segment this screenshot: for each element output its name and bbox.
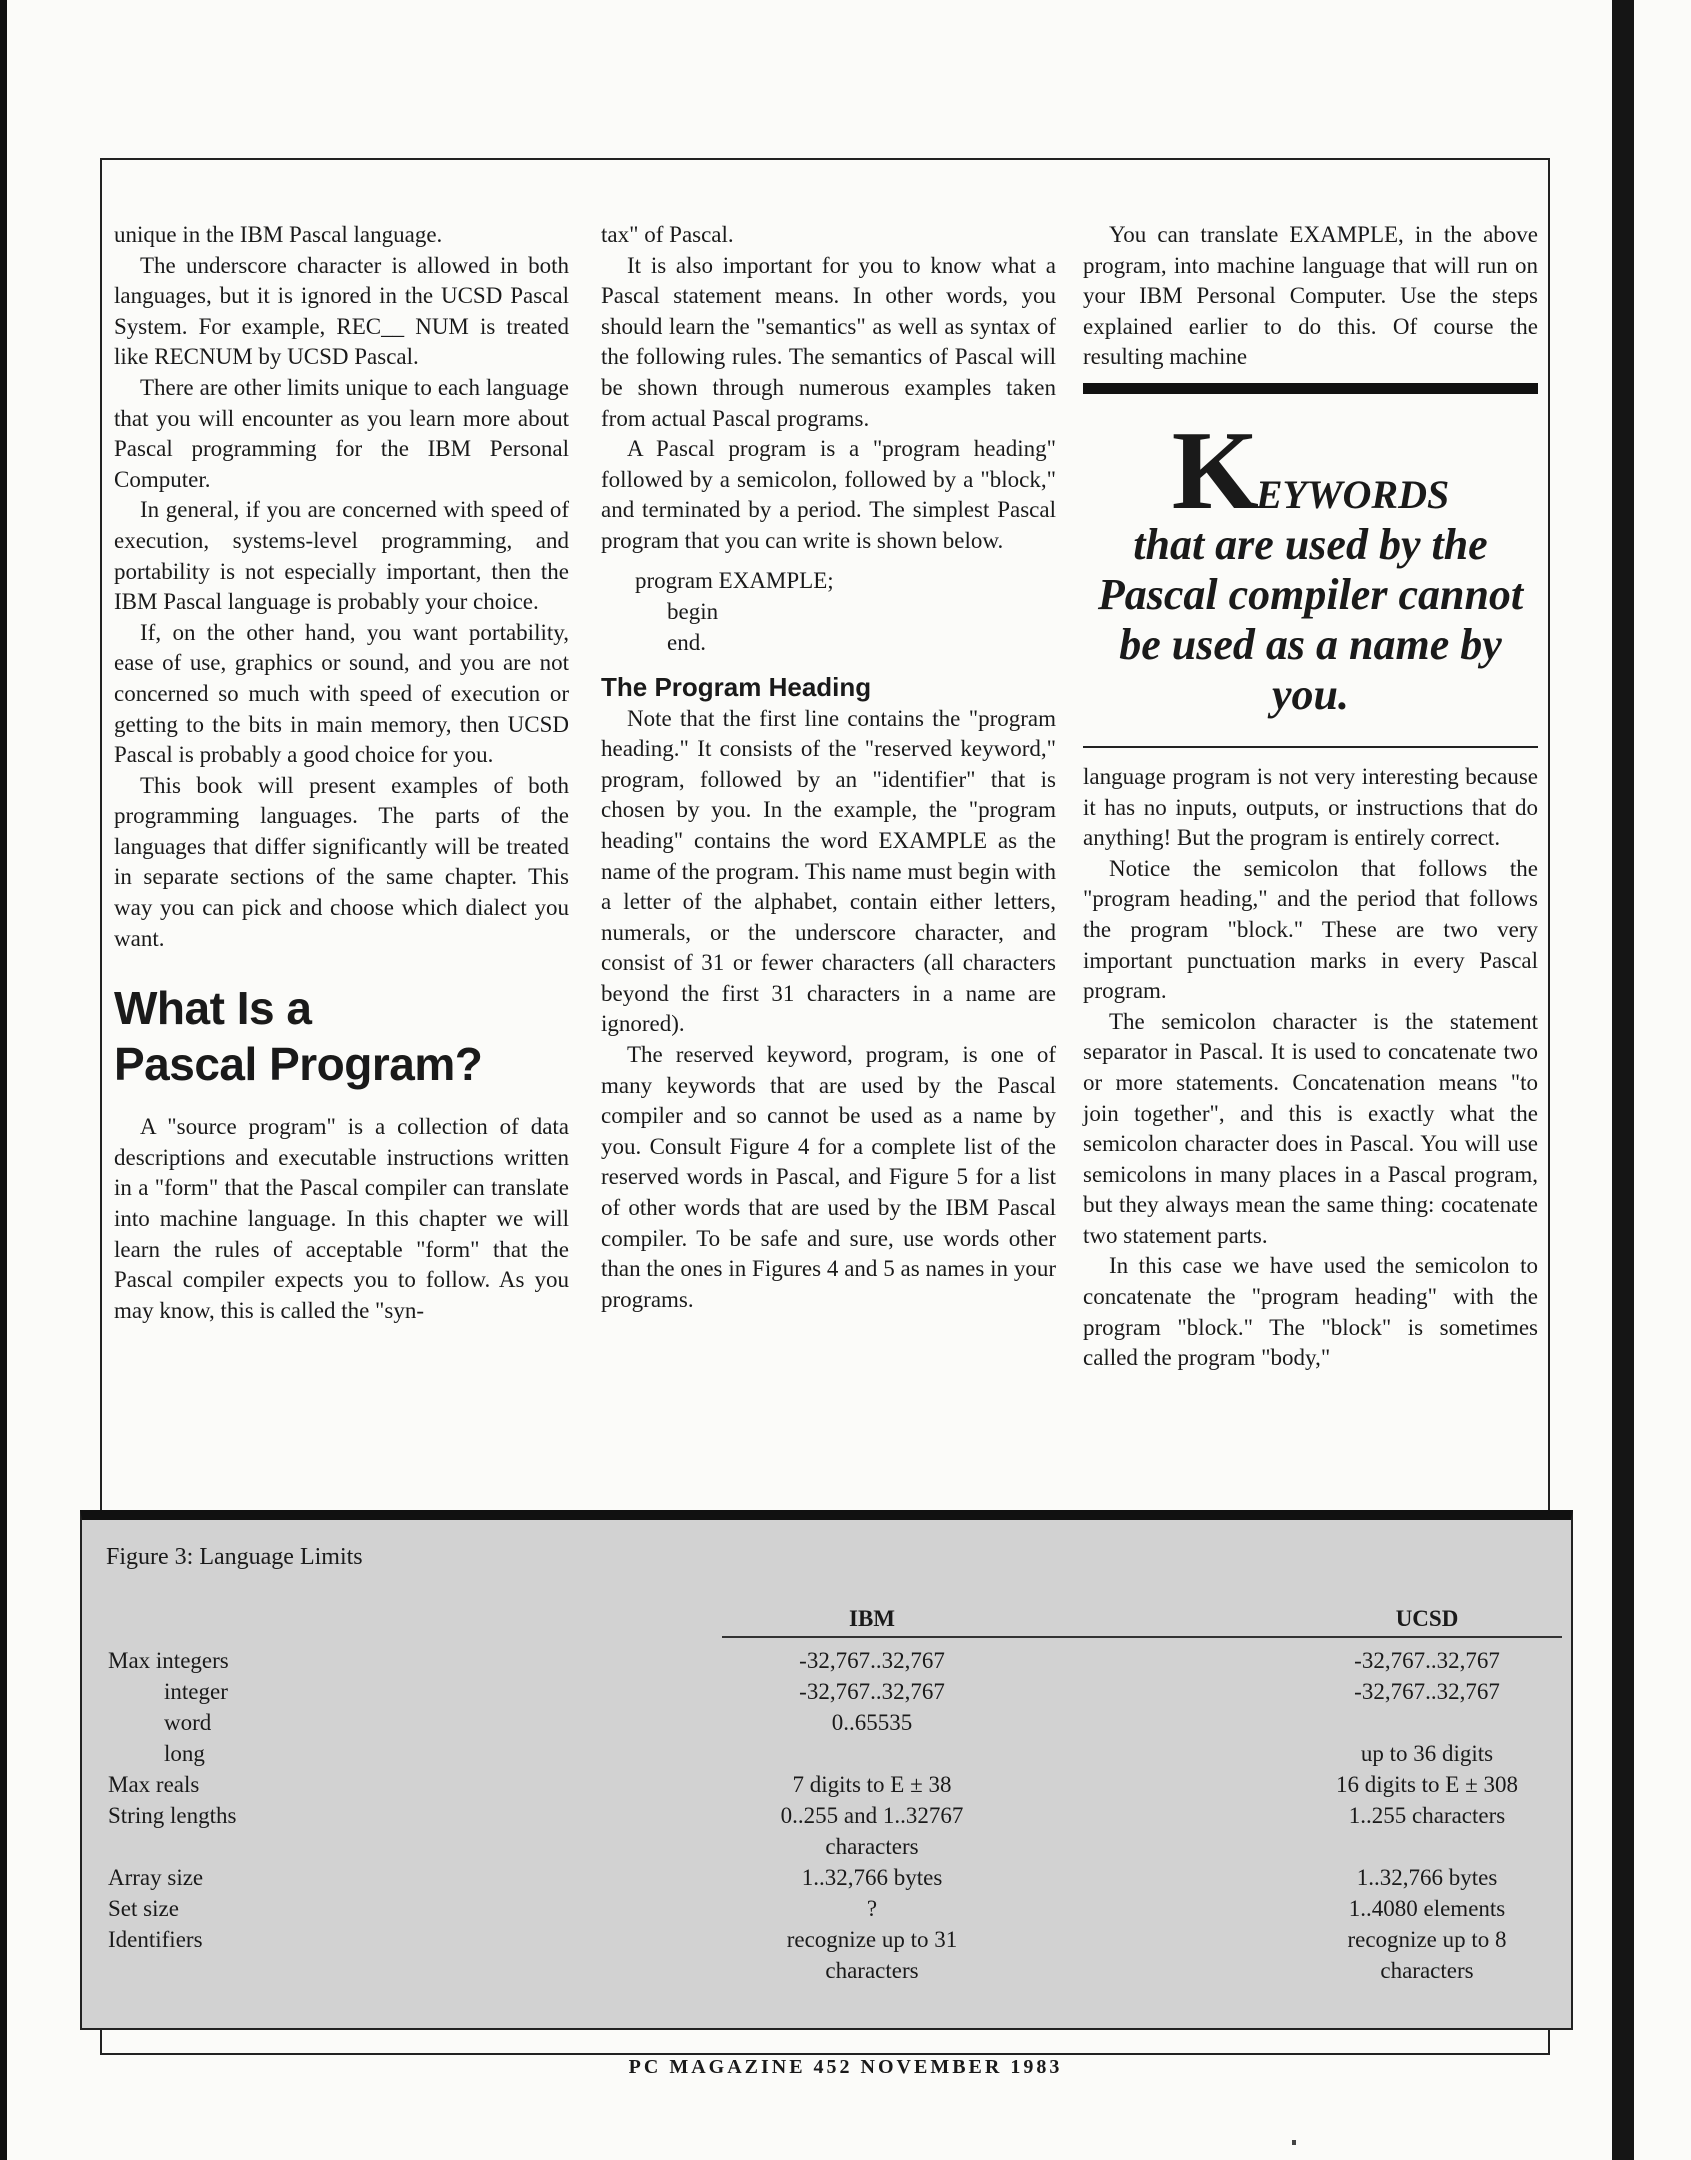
ucsd-value: 1..32,766 bytes (1356, 1865, 1498, 1890)
paragraph: The reserved keyword, program, is one of many keywords that are used by the Pascal compiler and so cannot be used as a name by you. Consult Figure 4 for a complete list of the reserved words in Pascal, and Figure 5 for a list of other words that are used by the IBM Pascal compiler. To be safe and sure, use words other than the ones in Figures 4 and 5 as names in your programs. (601, 1042, 1056, 1312)
ucsd-value: 16 digits to E ± 308 (1336, 1772, 1518, 1797)
ibm-value: characters (825, 1958, 919, 1983)
column-header-ucsd: UCSD (1395, 1606, 1459, 1631)
pull-quote (1083, 383, 1538, 748)
ibm-value: recognize up to 31 (786, 1927, 958, 1952)
row-label: Array size (108, 1865, 204, 1890)
scan-edge-left (0, 0, 7, 2160)
ibm-value: ? (866, 1896, 878, 1921)
figure-title: Figure 3: Language Limits (106, 1544, 363, 1570)
pull-quote-line: be used as a name by (1119, 619, 1502, 669)
ibm-value: 0..255 and 1..32767 (780, 1803, 964, 1828)
paragraph: Notice the semicolon that follows the "program heading," and the period that follows the program "block." These are two very important punctuation marks in every Pascal program. (1083, 855, 1538, 1004)
ucsd-value: recognize up to 8 (1347, 1927, 1507, 1952)
row-label: String lengths (108, 1803, 237, 1828)
paragraph: Note that the first line contains the "program heading." It consists of the "reserved keyword," program, followed by an "identifier" that is chosen by you. In the example, the "program heading" contains the word EXAMPLE as the name of the program. This name must begin with a letter of the alphabet, contain either letters, numerals, or the underscore character, and consist of 31 or fewer characters (all characters beyond the first 31 characters in a name are ignored). (601, 705, 1056, 1037)
ibm-value: characters (825, 1834, 919, 1859)
row-label: Max reals (108, 1772, 200, 1797)
paragraph: In this case we have used the semicolon to concatenate the "program heading" with the program "block." The "block" is sometimes called the program "body," (1083, 1253, 1538, 1371)
paragraph: tax" of Pascal. (601, 222, 734, 247)
code-line: program EXAMPLE; (635, 567, 834, 593)
paragraph: language program is not very interesting because it has no inputs, outputs, or instructions that do anything! But the program is entirely correct. (1083, 763, 1538, 851)
header-rule (722, 1636, 1562, 1638)
paragraph: You can translate EXAMPLE, in the above program, into machine language that will run on your IBM Personal Computer. Use the steps explained earlier to do this. Of course the resulting machine (1083, 222, 1538, 370)
row-label: Max integers (108, 1648, 229, 1673)
page-footer: PC MAGAZINE 452 NOVEMBER 1983 (628, 2056, 1063, 2078)
scan-speck (1292, 2140, 1296, 2145)
ucsd-value: 1..255 characters (1348, 1803, 1506, 1828)
code-line: end. (667, 629, 706, 655)
row-label: word (164, 1710, 212, 1735)
ibm-value: 7 digits to E ± 38 (792, 1772, 952, 1797)
subheading: The Program Heading (601, 671, 872, 702)
row-label: long (164, 1741, 205, 1766)
paragraph: A "source program" is a collection of data descriptions and executable instructions written in a "form" that the Pascal compiler can translate into machine language. In this chapter we will learn the rules of acceptable "form" that the Pascal compiler expects you to follow. As you may know, this is called the "syn- (114, 1114, 569, 1323)
paragraph: The semicolon character is the statement separator in Pascal. It is used to concatenate two or more statements. Concatenation means "to join together", and this is exactly what the semicolon character does in Pascal. You will use semicolons in many places in a Pascal program, but they always mean the same thing: cocatenate two statement parts. (1083, 1008, 1538, 1248)
paragraph: A Pascal program is a "program heading" followed by a semicolon, followed by a "block," and terminated by a period. The simplest Pascal program that you can write is shown below. (601, 436, 1056, 553)
section-heading-line: What Is a (114, 982, 312, 1035)
paragraph: This book will present examples of both programming languages. The parts of the languages that differ significantly will be treated in separate sections of the same chapter. This way you can pick and choose which dialect you want. (114, 772, 569, 951)
ibm-value: -32,767..32,767 (799, 1648, 945, 1673)
ucsd-value: characters (1380, 1958, 1474, 1983)
figure-table (80, 1510, 1573, 2030)
ucsd-value: -32,767..32,767 (1354, 1679, 1500, 1704)
pull-quote-line: that are used by the (1133, 519, 1488, 569)
pull-quote-line: Pascal compiler cannot (1097, 569, 1524, 619)
pull-quote-rule-top (1083, 383, 1538, 394)
ibm-value: -32,767..32,767 (799, 1679, 945, 1704)
article-column-1 (114, 220, 569, 1326)
row-label: Set size (108, 1896, 179, 1921)
pull-quote-caps: EYWORDS (1255, 471, 1450, 517)
code-line: begin (667, 598, 719, 624)
section-heading (114, 980, 569, 1092)
row-label: Identifiers (108, 1927, 203, 1952)
paragraph: If, on the other hand, you want portability, ease of use, graphics or sound, and you are not concerned so much with speed of execution or getting to the bits in main memory, then UCSD Pascal is probably a good choice for you. (114, 619, 569, 768)
article-column-3 (1083, 220, 1538, 1374)
pull-quote-line: you. (1272, 669, 1349, 719)
pull-quote-initial: K (1171, 408, 1256, 533)
ibm-value: 0..65535 (831, 1710, 913, 1735)
ibm-value: 1..32,766 bytes (801, 1865, 943, 1890)
paragraph: In general, if you are concerned with speed of execution, systems-level programming, and portability is not especially important, then the IBM Pascal language is probably your choice. (114, 497, 569, 615)
row-label: integer (164, 1679, 228, 1704)
ucsd-value: up to 36 digits (1360, 1741, 1494, 1766)
code-example (601, 565, 1056, 658)
pull-quote-text (1083, 408, 1538, 720)
ucsd-value: 1..4080 elements (1348, 1896, 1506, 1921)
paragraph: The underscore character is allowed in both languages, but it is ignored in the UCSD Pascal System. For example, REC__ NUM is treated like RECNUM by UCSD Pascal. (114, 252, 569, 370)
pull-quote-rule-bottom (1083, 746, 1538, 748)
paragraph: There are other limits unique to each language that you will encounter as you learn more about Pascal programming for the IBM Personal Computer. (114, 374, 569, 492)
section-heading-line: Pascal Program? (114, 1038, 483, 1091)
scan-edge-right (1612, 0, 1634, 2160)
column-header-ibm: IBM (849, 1606, 895, 1631)
ucsd-value: -32,767..32,767 (1354, 1648, 1500, 1673)
paragraph: unique in the IBM Pascal language. (114, 222, 443, 247)
paragraph: It is also important for you to know what a Pascal statement means. In other words, you should learn the "semantics" as well as syntax of the following rules. The semantics of Pascal will be shown through numerous examples taken from actual Pascal programs. (601, 252, 1056, 431)
article-column-2 (601, 220, 1056, 1315)
